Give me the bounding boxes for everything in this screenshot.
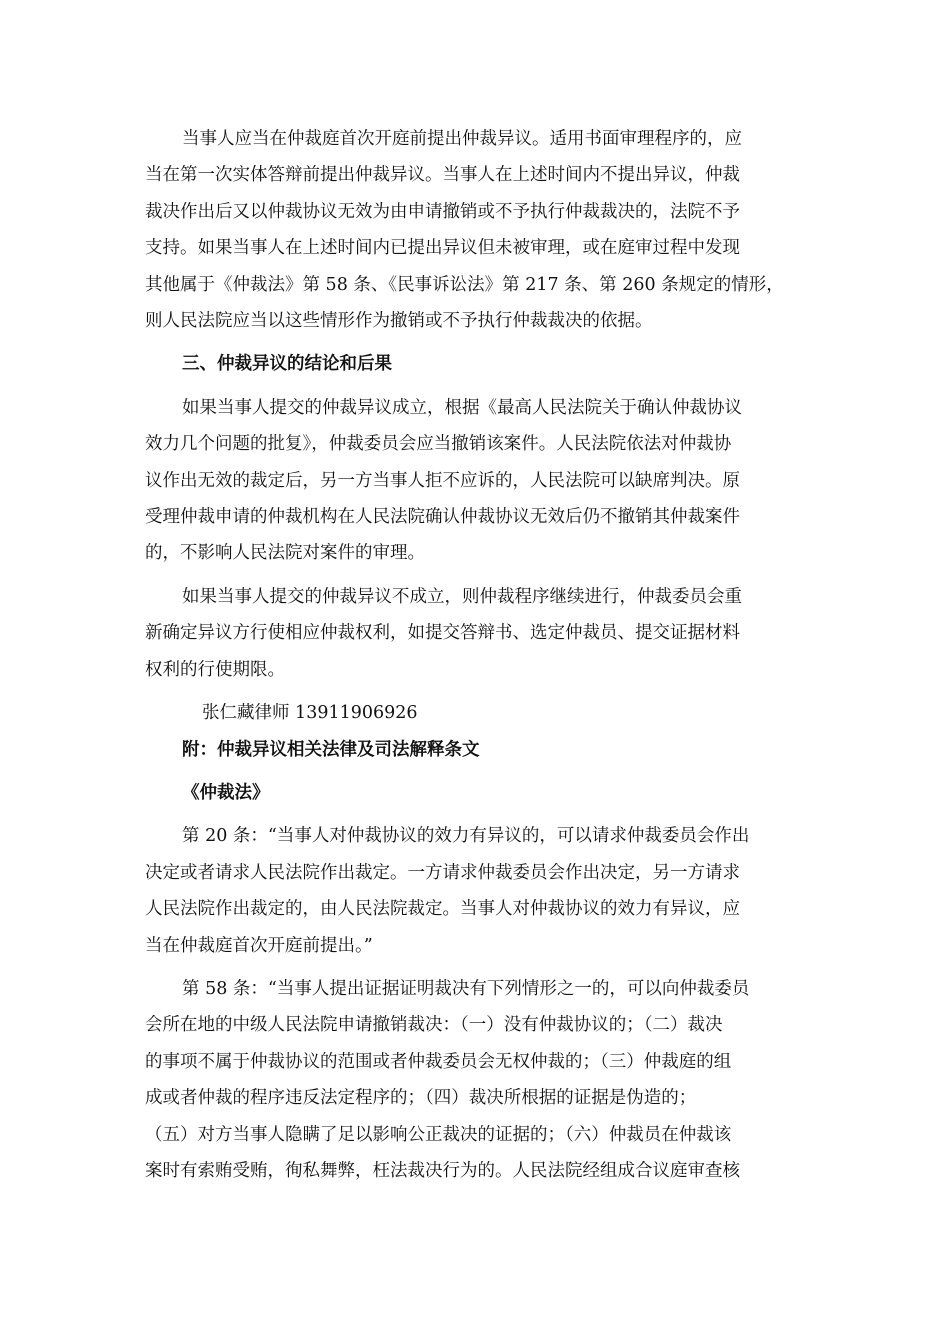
text-line: 第 20 条：“当事人对仲裁协议的效力有异议的，可以请求仲裁委员会作出	[182, 826, 750, 847]
text-line: 当在仲裁庭首次开庭前提出。”	[145, 935, 373, 956]
text-line: 会所在地的中级人民法院申请撤销裁决：（一）没有仲裁协议的；（二）裁决	[145, 1015, 723, 1036]
text-line: 权利的行使期限。	[145, 659, 285, 680]
text-line: 决定或者请求人民法院作出裁定。一方请求仲裁委员会作出决定，另一方请求	[145, 862, 740, 883]
text-line: 效力几个问题的批复》，仲裁委员会应当撤销该案件。人民法院依法对仲裁协	[145, 434, 732, 455]
document-page	[145, 121, 805, 1196]
text-line: 则人民法院应当以这些情形作为撤销或不予执行仲裁裁决的依据。	[145, 311, 653, 332]
text-line: 的事项不属于仲裁协议的范围或者仲裁委员会无权仲裁的；（三）仲裁庭的组	[145, 1051, 732, 1072]
paragraph-objection-timing	[145, 121, 805, 339]
text-line: 其他属于《仲裁法》第 58 条、《民事诉讼法》第 217 条、第 260 条规定的情形，	[145, 274, 784, 295]
text-line: 人民法院作出裁定的，由人民法院裁定。当事人对仲裁协议的效力有异议，应	[145, 899, 740, 920]
text-line: 新确定异议方行使相应仲裁权利，如提交答辩书、选定仲裁员、提交证据材料	[145, 623, 740, 644]
text-line: 议作出无效的裁定后，另一方当事人拒不应诉的，人民法院可以缺席判决。原	[145, 470, 740, 491]
author-signature: 张仁藏律师 13911906926	[202, 703, 418, 724]
text-line: （五）对方当事人隐瞒了足以影响公正裁决的证据的；（六）仲裁员在仲裁该	[145, 1124, 732, 1145]
text-line: 的，不影响人民法院对案件的审理。	[145, 543, 425, 564]
text-line: 当在第一次实体答辩前提出仲裁异议。当事人在上述时间内不提出异议，仲裁	[145, 165, 740, 186]
text-line: 受理仲裁申请的仲裁机构在人民法院确认仲裁协议无效后仍不撤销其仲裁案件	[145, 507, 740, 528]
text-line: 如果当事人提交的仲裁异议不成立，则仲裁程序继续进行，仲裁委员会重	[182, 586, 742, 607]
text-line: 如果当事人提交的仲裁异议成立，根据《最高人民法院关于确认仲裁协议	[182, 397, 742, 418]
text-line: 裁决作出后又以仲裁协议无效为由申请撤销或不予执行仲裁裁决的，法院不予	[145, 201, 740, 222]
paragraph-article-58	[145, 971, 805, 1189]
section-heading-3: 三、仲裁异议的结论和后果	[182, 354, 392, 375]
text-line: 支持。如果当事人在上述时间内已提出异议但未被审理，或在庭审过程中发现	[145, 238, 740, 259]
law-title-heading: 《仲裁法》	[182, 782, 270, 803]
paragraph-objection-upheld	[145, 390, 805, 572]
text-line: 案时有索贿受贿，徇私舞弊，枉法裁决行为的。人民法院经组成合议庭审查核	[145, 1160, 740, 1181]
paragraph-article-20	[145, 818, 805, 964]
text-line: 当事人应当在仲裁庭首次开庭前提出仲裁异议。适用书面审理程序的，应	[182, 129, 742, 149]
appendix-heading: 附：仲裁异议相关法律及司法解释条文	[182, 739, 480, 760]
text-line: 成或者仲裁的程序违反法定程序的；（四）裁决所根据的证据是伪造的；	[145, 1088, 697, 1109]
text-line: 第 58 条：“当事人提出证据证明裁决有下列情形之一的，可以向仲裁委员	[182, 978, 750, 999]
paragraph-objection-rejected	[145, 579, 805, 688]
